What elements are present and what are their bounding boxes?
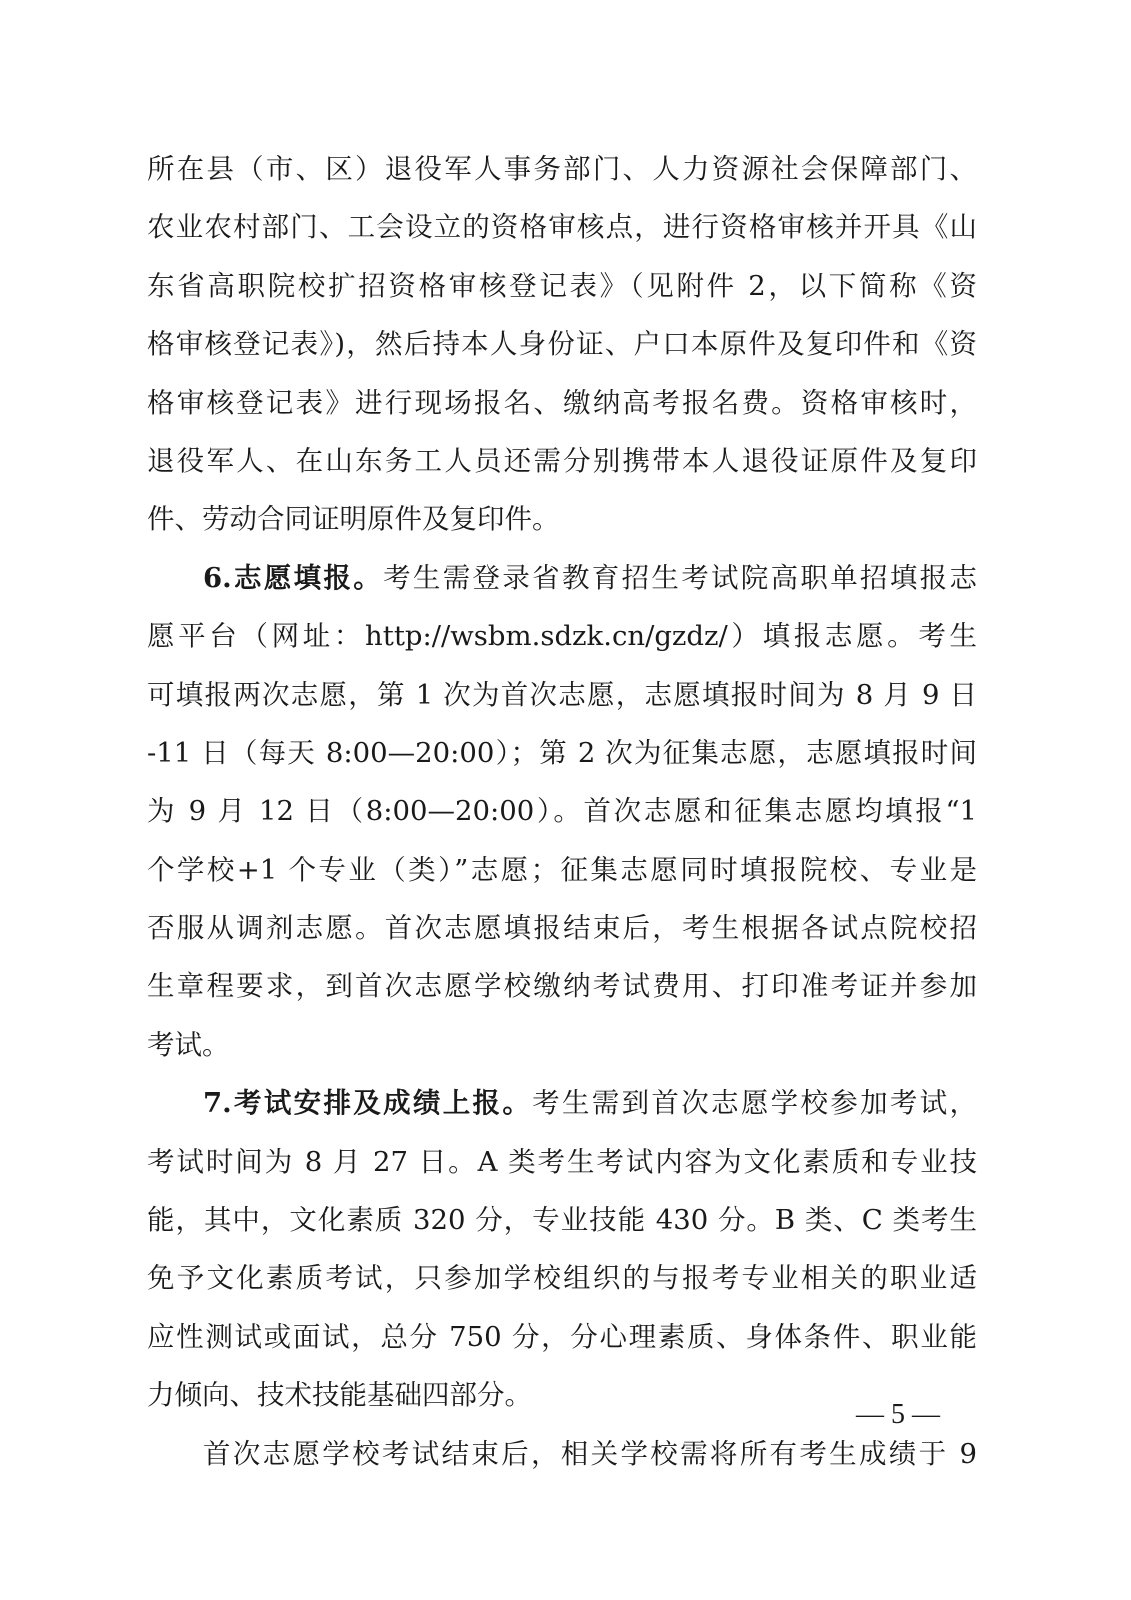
section-7-first-line xyxy=(147,1074,977,1132)
closing-line: 首次志愿学校考试结束后，相关学校需将所有考生成绩于 9 xyxy=(203,1437,977,1470)
paragraph-line: 力倾向、技术技能基础四部分。 xyxy=(147,1379,532,1412)
paragraph-line: 件、劳动合同证明原件及复印件。 xyxy=(147,503,560,536)
paragraph-line: 生章程要求，到首次志愿学校缴纳考试费用、打印准考证并参加 xyxy=(147,970,977,1003)
paragraph-line: 能，其中，文化素质 320 分，专业技能 430 分。B 类、C 类考生 xyxy=(147,1204,977,1237)
paragraph-line: 所在县（市、区）退役军人事务部门、人力资源社会保障部门、 xyxy=(147,153,977,185)
paragraph-line: 应性测试或面试，总分 750 分，分心理素质、身体条件、职业能 xyxy=(147,1320,977,1353)
section-6-first-line-text: 考生需登录省教育招生考试院高职单招填报志 xyxy=(383,561,977,594)
paragraph-line: 考试。 xyxy=(147,1028,230,1061)
section-7-heading: 7.考试安排及成绩上报。 xyxy=(203,1087,533,1120)
page-number: — 5 — xyxy=(856,1399,940,1430)
section-7-first-line-text: 考生需到首次志愿学校参加考试， xyxy=(532,1087,977,1120)
paragraph-line: 可填报两次志愿，第 1 次为首次志愿，志愿填报时间为 8 月 9 日 xyxy=(147,678,977,711)
paragraph-line: 为 9 月 12 日（8:00—20:00）。首次志愿和征集志愿均填报“1 xyxy=(147,795,977,828)
paragraph-line: 个学校+1 个专业（类）”志愿；征集志愿同时填报院校、专业是 xyxy=(147,853,977,886)
paragraph-line: 东省高职院校扩招资格审核登记表》（见附件 2，以下简称《资 xyxy=(147,269,977,302)
section-6-heading: 6.志愿填报。 xyxy=(203,561,384,594)
paragraph-line: 格审核登记表》)，然后持本人身份证、户口本原件及复印件和《资 xyxy=(147,328,977,361)
paragraph-line: -11 日（每天 8:00—20:00）；第 2 次为征集志愿，志愿填报时间 xyxy=(147,736,977,769)
section-6-first-line xyxy=(147,549,977,607)
paragraph-line: 格审核登记表》进行现场报名、缴纳高考报名费。资格审核时， xyxy=(147,386,977,419)
paragraph-line: 免予文化素质考试，只参加学校组织的与报考专业相关的职业适 xyxy=(147,1262,977,1295)
paragraph-line: 考试时间为 8 月 27 日。A 类考生考试内容为文化素质和专业技 xyxy=(147,1145,977,1178)
body-text xyxy=(147,140,977,1483)
paragraph-line: 退役军人、在山东务工人员还需分别携带本人退役证原件及复印 xyxy=(147,444,977,477)
paragraph-line: 农业农村部门、工会设立的资格审核点，进行资格审核并开具《山 xyxy=(147,211,977,244)
paragraph-line: 愿平台（网址：http://wsbm.sdzk.cn/gzdz/）填报志愿。考生 xyxy=(147,620,977,653)
paragraph-line: 否服从调剂志愿。首次志愿填报结束后，考生根据各试点院校招 xyxy=(147,912,977,945)
